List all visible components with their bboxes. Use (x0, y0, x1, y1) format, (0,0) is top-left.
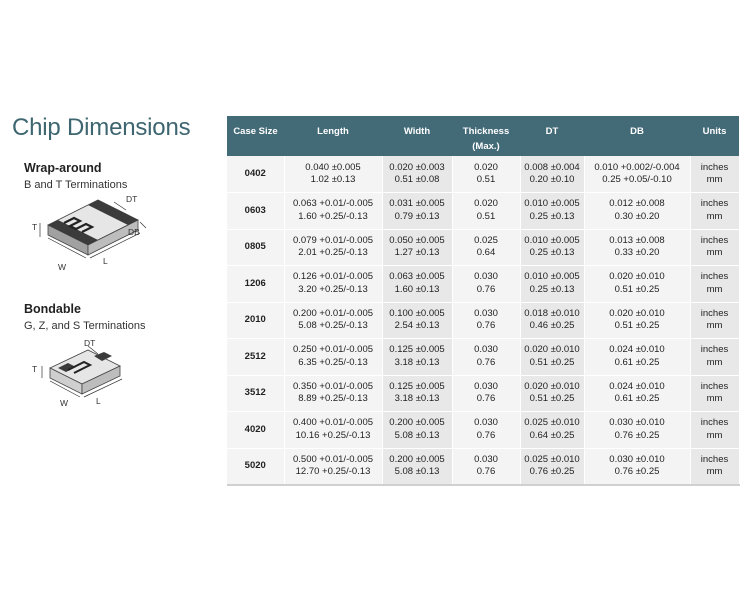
cell-width-inches: 0.125 ±0.005 (389, 344, 445, 356)
cell-units-mm: mm (706, 174, 723, 185)
page-title: Chip Dimensions (12, 114, 191, 141)
cell-units-inches: inches (700, 417, 729, 429)
cell-db-mm: 0.61 ±0.25 (614, 356, 660, 368)
table-row (227, 339, 739, 376)
cell-dt (520, 266, 584, 303)
header-thickness-sub: (Max.) (472, 141, 500, 152)
cell-thickness-mm: 0.64 (476, 247, 496, 259)
cell-db (584, 339, 690, 376)
cell-units-inches: inches (700, 453, 729, 465)
header-dt: DT (520, 116, 584, 156)
wraparound-subheading: B and T Terminations (24, 179, 128, 191)
cell-dt-inches: 0.008 ±0.004 (524, 161, 580, 173)
cell-db (584, 448, 690, 485)
cell-width (382, 229, 452, 266)
cell-width-mm: 0.51 ±0.08 (394, 174, 440, 185)
cell-length-mm: 6.35 +0.25/-0.13 (298, 356, 368, 368)
cell-dt-inches: 0.025 ±0.010 (524, 453, 580, 465)
cell-width-inches: 0.200 ±0.005 (389, 453, 445, 465)
cell-width (382, 448, 452, 485)
cell-db (584, 412, 690, 449)
cell-width-inches: 0.100 ±0.005 (389, 307, 445, 319)
dim-label-l: L (96, 396, 101, 406)
cell-dt-mm: 0.51 ±0.25 (529, 356, 575, 368)
cell-length-mm: 12.70 +0.25/-0.13 (295, 466, 371, 477)
cell-width (382, 193, 452, 230)
cell-length-inches: 0.063 +0.01/-0.005 (292, 198, 374, 210)
cell-length (284, 193, 382, 230)
cell-width-mm: 0.79 ±0.13 (394, 210, 440, 222)
cell-units (690, 302, 739, 339)
cell-db-mm: 0.51 ±0.25 (614, 283, 660, 295)
cell-units-inches: inches (700, 198, 729, 210)
table-row (227, 412, 739, 449)
bondable-heading: Bondable (24, 302, 81, 316)
cell-thickness-mm: 0.76 (476, 320, 496, 332)
cell-thickness-inches: 0.030 (474, 307, 498, 319)
cell-db-mm: 0.25 +0.05/-0.10 (602, 174, 672, 185)
dim-label-dt: DT (126, 194, 138, 204)
cell-length (284, 302, 382, 339)
cell-case-size: 0402 (227, 156, 284, 193)
header-thickness-label: Thickness (462, 126, 510, 137)
cell-thickness (452, 266, 520, 303)
cell-units-mm: mm (706, 247, 723, 259)
cell-dt (520, 412, 584, 449)
header-units: Units (690, 116, 739, 156)
cell-units (690, 266, 739, 303)
cell-db-inches: 0.024 ±0.010 (609, 344, 665, 356)
cell-thickness-inches: 0.030 (474, 380, 498, 392)
dim-label-w: W (60, 398, 69, 408)
chip-dimensions-table (227, 116, 740, 486)
cell-thickness-inches: 0.030 (474, 344, 498, 356)
cell-width-inches: 0.063 ±0.005 (389, 271, 445, 283)
table-row (227, 302, 739, 339)
cell-db-mm: 0.33 ±0.20 (614, 247, 660, 259)
cell-units-inches: inches (700, 344, 729, 356)
cell-thickness-inches: 0.020 (474, 161, 498, 173)
cell-thickness (452, 448, 520, 485)
table-row (227, 156, 739, 193)
cell-dt (520, 229, 584, 266)
table-header-row (227, 116, 739, 156)
cell-dt-inches: 0.020 ±0.010 (524, 380, 580, 392)
cell-units-mm: mm (706, 356, 723, 368)
cell-units (690, 193, 739, 230)
cell-width (382, 266, 452, 303)
cell-length-mm: 8.89 +0.25/-0.13 (298, 393, 368, 405)
bondable-subheading: G, Z, and S Terminations (24, 320, 146, 332)
cell-db-mm: 0.76 ±0.25 (614, 429, 660, 441)
dim-label-dt: DT (84, 338, 96, 348)
cell-dt (520, 193, 584, 230)
cell-units (690, 375, 739, 412)
cell-thickness (452, 229, 520, 266)
cell-case-size: 4020 (227, 412, 284, 449)
cell-thickness-inches: 0.030 (474, 417, 498, 429)
table-row (227, 229, 739, 266)
dim-label-t: T (32, 222, 38, 232)
cell-dt-mm: 0.25 ±0.13 (529, 283, 575, 295)
cell-db-inches: 0.020 ±0.010 (609, 307, 665, 319)
cell-width-inches: 0.031 ±0.005 (389, 198, 445, 210)
cell-case-size: 3512 (227, 375, 284, 412)
cell-thickness-mm: 0.76 (476, 356, 496, 368)
cell-length (284, 339, 382, 376)
cell-length-inches: 0.040 ±0.005 (305, 161, 361, 173)
cell-units (690, 339, 739, 376)
cell-width-mm: 1.60 ±0.13 (394, 283, 440, 295)
cell-thickness-inches: 0.030 (474, 453, 498, 465)
cell-units-mm: mm (706, 466, 723, 477)
cell-dt-mm: 0.46 ±0.25 (529, 320, 575, 332)
cell-width (382, 339, 452, 376)
cell-units (690, 412, 739, 449)
cell-dt (520, 375, 584, 412)
dim-label-w: W (58, 262, 67, 272)
cell-units-inches: inches (700, 234, 729, 246)
cell-units-inches: inches (700, 271, 729, 283)
bondable-chip-diagram (28, 338, 138, 418)
cell-dt-mm: 0.51 ±0.25 (529, 393, 575, 405)
cell-width-inches: 0.125 ±0.005 (389, 380, 445, 392)
dim-label-db: DB (128, 227, 140, 237)
cell-case-size: 1206 (227, 266, 284, 303)
cell-units-mm: mm (706, 283, 723, 295)
cell-thickness (452, 302, 520, 339)
cell-width-mm: 5.08 ±0.13 (394, 429, 440, 441)
cell-dt (520, 339, 584, 376)
cell-dt-mm: 0.25 ±0.13 (529, 210, 575, 222)
cell-width-mm: 5.08 ±0.13 (394, 466, 440, 477)
cell-thickness (452, 193, 520, 230)
cell-thickness-mm: 0.76 (476, 466, 496, 477)
cell-units-mm: mm (706, 393, 723, 405)
cell-case-size: 2010 (227, 302, 284, 339)
cell-units-inches: inches (700, 161, 729, 173)
cell-length-mm: 1.02 ±0.13 (310, 174, 356, 185)
cell-db (584, 375, 690, 412)
cell-length (284, 448, 382, 485)
cell-thickness (452, 412, 520, 449)
table-row (227, 375, 739, 412)
cell-dt-inches: 0.010 ±0.005 (524, 234, 580, 246)
cell-db-mm: 0.61 ±0.25 (614, 393, 660, 405)
cell-case-size: 2512 (227, 339, 284, 376)
wraparound-chip-diagram (28, 190, 158, 280)
cell-length-inches: 0.126 +0.01/-0.005 (292, 271, 374, 283)
cell-length-inches: 0.200 +0.01/-0.005 (292, 307, 374, 319)
dim-label-t: T (32, 364, 38, 374)
cell-units-mm: mm (706, 210, 723, 222)
cell-length-mm: 3.20 +0.25/-0.13 (298, 283, 368, 295)
cell-length-inches: 0.350 +0.01/-0.005 (292, 380, 374, 392)
cell-db-mm: 0.30 ±0.20 (614, 210, 660, 222)
header-case-size: Case Size (227, 116, 284, 156)
cell-units-mm: mm (706, 320, 723, 332)
cell-length (284, 375, 382, 412)
cell-db (584, 229, 690, 266)
cell-units-mm: mm (706, 429, 723, 441)
cell-length (284, 229, 382, 266)
cell-length-mm: 5.08 +0.25/-0.13 (298, 320, 368, 332)
cell-dt-inches: 0.010 ±0.005 (524, 271, 580, 283)
cell-width (382, 375, 452, 412)
cell-db-inches: 0.020 ±0.010 (609, 271, 665, 283)
cell-dt-inches: 0.018 ±0.010 (524, 307, 580, 319)
dim-label-l: L (103, 256, 108, 266)
cell-length-inches: 0.400 +0.01/-0.005 (292, 417, 374, 429)
cell-length (284, 266, 382, 303)
cell-db-inches: 0.013 ±0.008 (609, 234, 665, 246)
cell-width (382, 302, 452, 339)
cell-thickness-inches: 0.025 (474, 234, 498, 246)
cell-db-inches: 0.030 ±0.010 (609, 453, 665, 465)
cell-width-mm: 2.54 ±0.13 (394, 320, 440, 332)
header-db: DB (584, 116, 690, 156)
cell-dt (520, 156, 584, 193)
cell-dt (520, 302, 584, 339)
header-width: Width (382, 116, 452, 156)
cell-length-inches: 0.500 +0.01/-0.005 (292, 453, 374, 465)
cell-width-inches: 0.200 ±0.005 (389, 417, 445, 429)
table-row (227, 193, 739, 230)
cell-dt-mm: 0.64 ±0.25 (529, 429, 575, 441)
cell-case-size: 0805 (227, 229, 284, 266)
cell-width-inches: 0.020 ±0.003 (389, 161, 445, 173)
cell-thickness (452, 339, 520, 376)
cell-length-inches: 0.079 +0.01/-0.005 (292, 234, 374, 246)
cell-length-mm: 2.01 +0.25/-0.13 (298, 247, 368, 259)
cell-length-mm: 1.60 +0.25/-0.13 (298, 210, 368, 222)
header-length: Length (284, 116, 382, 156)
cell-db-inches: 0.024 ±0.010 (609, 380, 665, 392)
cell-units-inches: inches (700, 380, 729, 392)
cell-length-inches: 0.250 +0.01/-0.005 (292, 344, 374, 356)
table-row (227, 266, 739, 303)
cell-case-size: 0603 (227, 193, 284, 230)
table-row (227, 448, 739, 485)
cell-units-inches: inches (700, 307, 729, 319)
cell-width (382, 412, 452, 449)
cell-db (584, 156, 690, 193)
cell-width-mm: 3.18 ±0.13 (394, 356, 440, 368)
cell-dt-mm: 0.76 ±0.25 (529, 466, 575, 477)
cell-dt (520, 448, 584, 485)
cell-thickness (452, 375, 520, 412)
cell-db (584, 266, 690, 303)
cell-db-inches: 0.012 ±0.008 (609, 198, 665, 210)
cell-width (382, 156, 452, 193)
cell-width-inches: 0.050 ±0.005 (389, 234, 445, 246)
cell-case-size: 5020 (227, 448, 284, 485)
cell-thickness-mm: 0.76 (476, 429, 496, 441)
cell-width-mm: 1.27 ±0.13 (394, 247, 440, 259)
cell-length (284, 156, 382, 193)
cell-thickness-inches: 0.030 (474, 271, 498, 283)
cell-units (690, 448, 739, 485)
cell-dt-mm: 0.20 ±0.10 (529, 174, 575, 185)
cell-length-mm: 10.16 +0.25/-0.13 (295, 429, 371, 441)
cell-thickness-mm: 0.51 (476, 210, 496, 222)
cell-thickness (452, 156, 520, 193)
cell-dt-inches: 0.010 ±0.005 (524, 198, 580, 210)
cell-db-inches: 0.010 +0.002/-0.004 (594, 161, 680, 173)
header-thickness (452, 116, 520, 156)
cell-thickness-mm: 0.51 (476, 174, 496, 185)
cell-units (690, 156, 739, 193)
cell-thickness-inches: 0.020 (474, 198, 498, 210)
cell-db-mm: 0.76 ±0.25 (614, 466, 660, 477)
cell-dt-mm: 0.25 ±0.13 (529, 247, 575, 259)
cell-db (584, 193, 690, 230)
cell-length (284, 412, 382, 449)
cell-dt-inches: 0.025 ±0.010 (524, 417, 580, 429)
cell-thickness-mm: 0.76 (476, 393, 496, 405)
cell-width-mm: 3.18 ±0.13 (394, 393, 440, 405)
cell-db-inches: 0.030 ±0.010 (609, 417, 665, 429)
wraparound-heading: Wrap-around (24, 161, 102, 175)
cell-dt-inches: 0.020 ±0.010 (524, 344, 580, 356)
cell-thickness-mm: 0.76 (476, 283, 496, 295)
cell-units (690, 229, 739, 266)
cell-db-mm: 0.51 ±0.25 (614, 320, 660, 332)
cell-db (584, 302, 690, 339)
